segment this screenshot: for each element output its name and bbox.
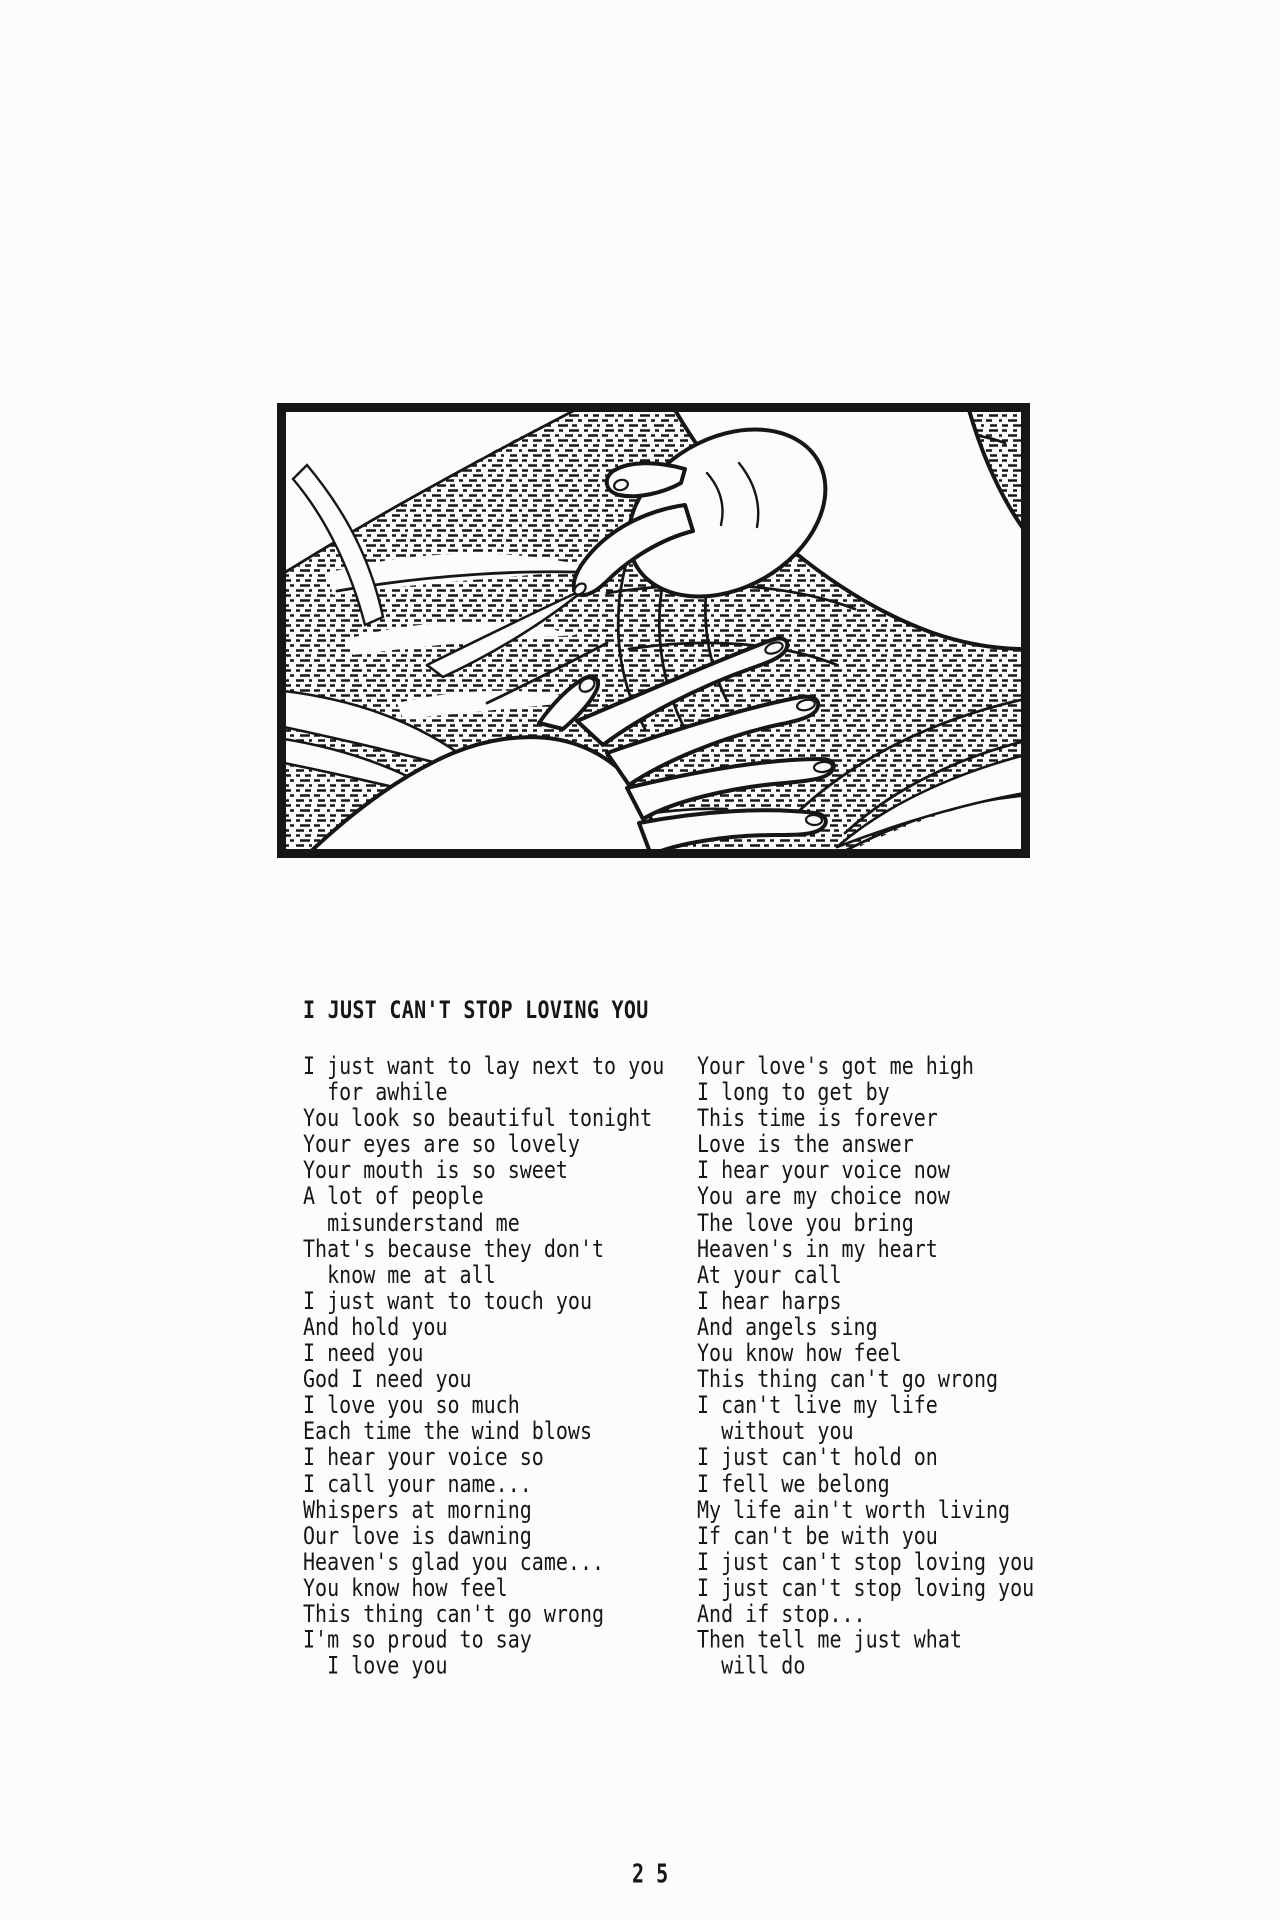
lyric-line: Your love's got me high [697,1051,974,1081]
lyric-line: Your mouth is so sweet [303,1156,568,1185]
lyric-line: That's because they don't [303,1234,605,1263]
lyric-line: for awhile [303,1077,448,1107]
lyric-line: Each time the wind blows [303,1416,592,1446]
lyric-line: I need you [303,1338,424,1367]
lyrics-left-column [303,1053,664,1679]
lyric-line: I just can't stop loving you [697,1573,1035,1602]
lyric-line: I just can't stop loving you [697,1547,1035,1576]
lyric-line: Love is the answer [697,1130,914,1159]
lyric-line: I can't live my life [697,1390,938,1420]
lyric-line: My life ain't worth living [697,1495,1011,1524]
lyric-line: You look so beautiful tonight [303,1103,653,1133]
lyric-line: You know how feel [697,1338,902,1367]
lyric-line: This thing can't go wrong [697,1364,999,1393]
lyric-line: I call your name... [303,1468,532,1498]
lyric-line: I fell we belong [697,1468,890,1498]
song-title: I JUST CAN'T STOP LOVING YOU [303,995,649,1025]
page-number: 2 5 [632,1858,669,1890]
lyric-line: I hear your voice so [303,1442,544,1472]
lyric-line: Heaven's glad you came... [303,1547,605,1576]
lyric-line: If can't be with you [697,1521,938,1550]
lyric-line: I'm so proud to say [303,1625,532,1654]
lyric-line: without you [697,1416,854,1446]
lyric-line: This time is forever [697,1103,938,1133]
lyric-line: know me at all [303,1260,496,1289]
lyric-line: I love you so much [303,1390,520,1420]
lyrics-right-column [697,1053,1034,1679]
lyric-line: misunderstand me [303,1208,520,1237]
lyric-line: I just want to touch you [303,1286,592,1315]
hands-illustration [277,403,1030,858]
lyric-line: The love you bring [697,1208,914,1237]
lyric-line: Whispers at morning [303,1495,532,1524]
lyric-line: Heaven's in my heart [697,1234,938,1263]
lyric-line: will do [697,1651,806,1680]
lyric-line: Then tell me just what [697,1625,962,1654]
lyric-line: I long to get by [697,1077,890,1107]
lyric-line: God I need you [303,1364,472,1393]
lyric-line: And angels sing [697,1312,878,1341]
lyric-line: At your call [697,1260,842,1289]
lyric-line: I hear your voice now [697,1156,950,1185]
lyric-line: I just can't hold on [697,1442,938,1472]
hands-illustration-svg [277,403,1030,858]
lyric-line: And if stop... [697,1599,866,1628]
lyric-line: Your eyes are so lovely [303,1130,580,1159]
lyric-line: You know how feel [303,1573,508,1602]
lyric-line: A lot of people [303,1182,484,1211]
lyric-line: And hold you [303,1312,448,1341]
lyric-line: Our love is dawning [303,1521,532,1550]
lyric-line: I just want to lay next to you [303,1051,665,1081]
lyric-line: You are my choice now [697,1182,950,1211]
lyric-line: I love you [303,1651,448,1680]
lyric-line: This thing can't go wrong [303,1599,605,1628]
lyric-line: I hear harps [697,1286,842,1315]
